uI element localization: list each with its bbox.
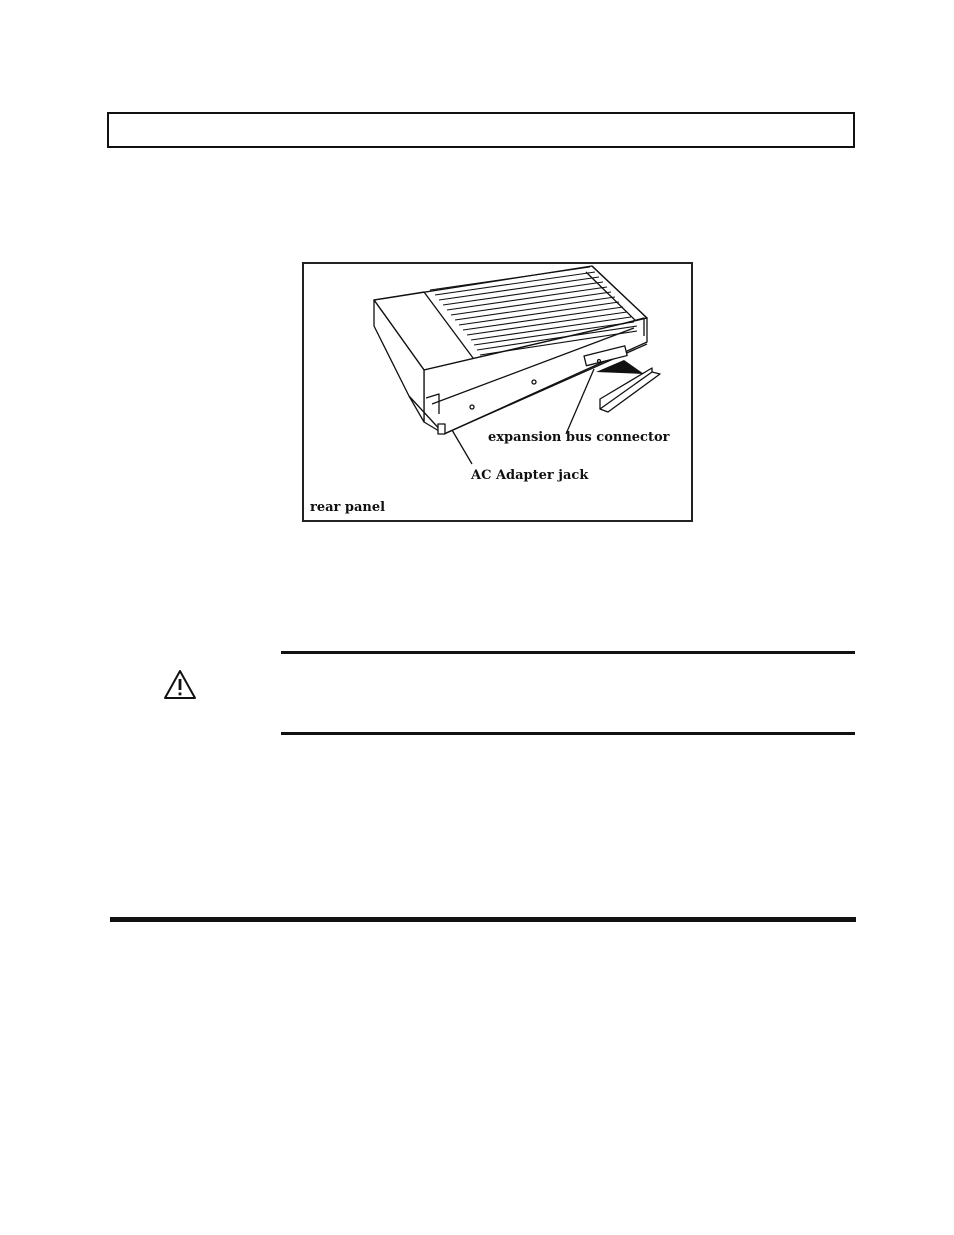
label-rear-panel: rear panel [310,500,386,515]
section-divider-rule [110,917,856,922]
rear-panel-figure [302,262,693,522]
warning-triangle-icon [163,668,197,702]
label-expansion-bus-connector: expansion bus connector [488,430,670,445]
caution-bottom-rule [281,732,855,735]
label-ac-adapter-jack: AC Adapter jack [471,468,589,483]
section-header-box [107,112,855,148]
caution-top-rule [281,651,855,654]
